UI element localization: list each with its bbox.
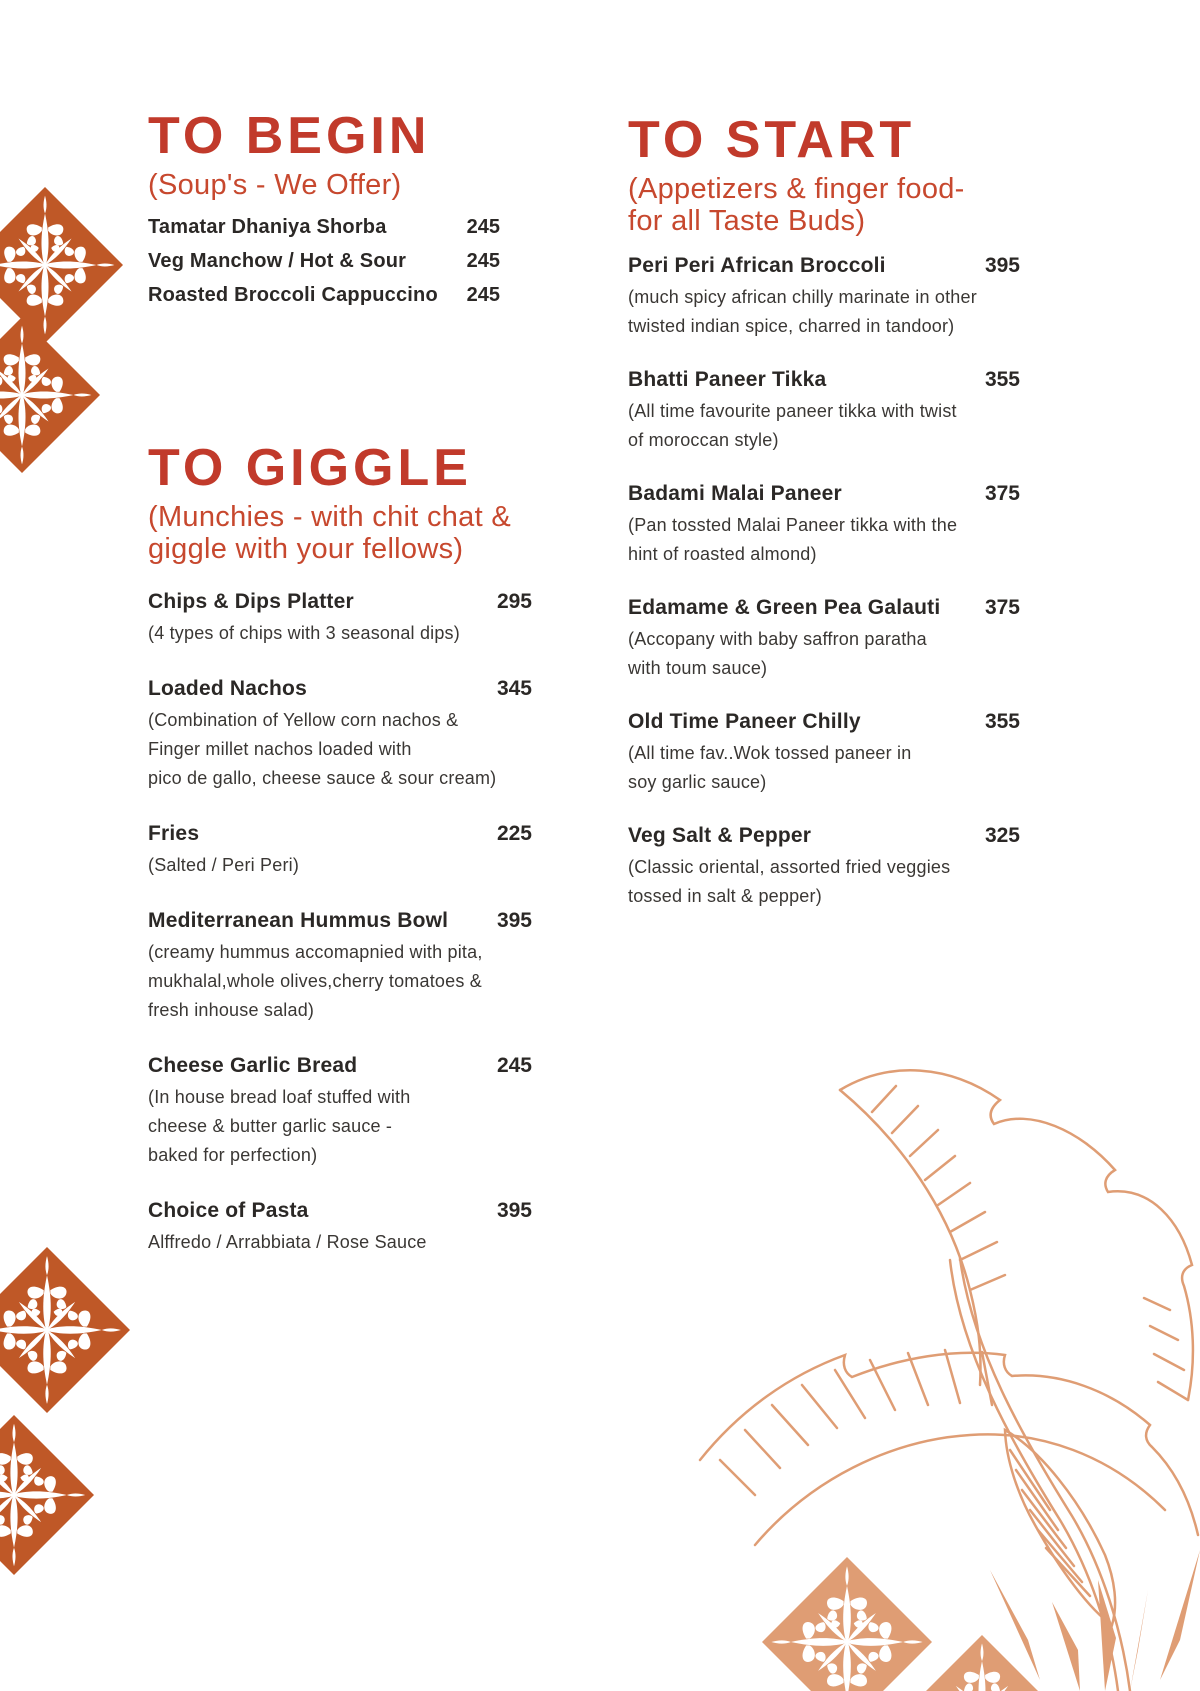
menu-item-name: Old Time Paneer Chilly <box>628 710 861 733</box>
menu-item-price: 225 <box>496 822 532 845</box>
menu-item-description-line: fresh inhouse salad) <box>148 1000 315 1020</box>
menu-item <box>628 593 1020 683</box>
menu-item-description-line: pico de gallo, cheese sauce & sour cream) <box>148 768 497 788</box>
menu-item-name: Chips & Dips Platter <box>148 590 354 613</box>
menu-item-price: 375 <box>984 482 1020 505</box>
menu-item-row <box>148 1196 532 1226</box>
section-to-begin <box>148 108 500 317</box>
menu-item <box>148 283 500 307</box>
menu-item <box>148 1196 532 1257</box>
menu-item-description-line: of moroccan style) <box>628 430 779 450</box>
menu-item-name: Badami Malai Paneer <box>628 482 842 505</box>
menu-item-row <box>628 479 1020 509</box>
menu-item-row <box>148 819 532 849</box>
section-subtitle <box>148 501 532 565</box>
menu-item-description-line: (In house bread loaf stuffed with <box>148 1087 411 1107</box>
menu-item-name: Cheese Garlic Bread <box>148 1054 358 1077</box>
menu-item-price: 355 <box>984 368 1020 391</box>
menu-item-description-line: twisted indian spice, charred in tandoor) <box>628 316 955 336</box>
menu-item-description-line: (All time favourite paneer tikka with twist <box>628 401 957 421</box>
section-subtitle-line: (Munchies - with chit chat & <box>148 501 511 533</box>
menu-item <box>628 251 1020 341</box>
menu-item-price: 245 <box>466 216 500 238</box>
section-subtitle-line: giggle with your fellows) <box>148 533 464 565</box>
menu-item-description-line: (Classic oriental, assorted fried veggies <box>628 857 951 877</box>
menu-item-price: 245 <box>496 1054 532 1077</box>
menu-item-price: 395 <box>984 254 1020 277</box>
section-subtitle-line: (Soup's - We Offer) <box>148 169 402 201</box>
menu-item-price: 245 <box>466 284 500 306</box>
section-subtitle <box>148 169 500 201</box>
menu-item-row <box>148 674 532 704</box>
menu-item-name: Bhatti Paneer Tikka <box>628 368 827 391</box>
section-subtitle-line: for all Taste Buds) <box>628 205 866 237</box>
menu-item-row <box>628 365 1020 395</box>
section-to-start <box>628 112 1020 935</box>
menu-item-description-line: with toum sauce) <box>628 658 768 678</box>
menu-item-description-line: (much spicy african chilly marinate in other <box>628 287 977 307</box>
menu-item-name: Veg Manchow / Hot & Sour <box>148 250 407 272</box>
damask-diamond-ornament <box>0 1247 130 1413</box>
menu-item-list <box>148 215 500 307</box>
menu-item-description-line: (creamy hummus accomapnied with pita, <box>148 942 483 962</box>
menu-item-description <box>628 739 1020 797</box>
section-title: TO START <box>628 111 916 169</box>
menu-item-description <box>628 511 1020 569</box>
menu-item <box>148 819 532 880</box>
section-title: TO GIGGLE <box>148 439 472 497</box>
menu-item-description <box>148 851 532 880</box>
menu-item-description-line: (Pan tossted Malai Paneer tikka with the <box>628 515 958 535</box>
menu-item-description <box>628 853 1020 911</box>
menu-item-price: 345 <box>496 677 532 700</box>
menu-item-description-line: soy garlic sauce) <box>628 772 767 792</box>
menu-item-row <box>148 906 532 936</box>
menu-item-description-line: baked for perfection) <box>148 1145 318 1165</box>
menu-item-row <box>628 707 1020 737</box>
menu-item <box>148 215 500 239</box>
menu-item-description <box>148 619 532 648</box>
menu-item-price: 245 <box>466 250 500 272</box>
menu-item-name: Loaded Nachos <box>148 677 307 700</box>
menu-item-description <box>148 938 532 1025</box>
menu-item-name: Roasted Broccoli Cappuccino <box>148 284 438 306</box>
menu-item-name: Edamame & Green Pea Galauti <box>628 596 941 619</box>
menu-item-description-line: (4 types of chips with 3 seasonal dips) <box>148 623 460 643</box>
menu-item-description-line: cheese & butter garlic sauce - <box>148 1116 393 1136</box>
menu-item-row <box>628 251 1020 281</box>
section-title: TO BEGIN <box>148 107 431 165</box>
menu-item-description <box>148 706 532 793</box>
menu-item <box>148 1051 532 1170</box>
menu-item-price: 325 <box>984 824 1020 847</box>
menu-item-row <box>148 1051 532 1081</box>
menu-item-description-line: (Combination of Yellow corn nachos & <box>148 710 459 730</box>
menu-item-description <box>628 397 1020 455</box>
menu-item-row <box>148 249 500 273</box>
menu-item-description <box>628 625 1020 683</box>
menu-item-price: 375 <box>984 596 1020 619</box>
menu-item-description <box>148 1228 532 1257</box>
section-subtitle-line: (Appetizers & finger food- <box>628 173 965 205</box>
menu-item-description-line: Alffredo / Arrabbiata / Rose Sauce <box>148 1232 427 1252</box>
menu-item-description-line: (Salted / Peri Peri) <box>148 855 300 875</box>
menu-item-description-line: hint of roasted almond) <box>628 544 817 564</box>
menu-item-description-line: Finger millet nachos loaded with <box>148 739 412 759</box>
menu-item-row <box>148 283 500 307</box>
menu-item <box>628 821 1020 911</box>
damask-diamond-ornament <box>0 317 100 473</box>
section-subtitle <box>628 173 1020 237</box>
menu-item <box>628 707 1020 797</box>
menu-item-price: 395 <box>496 1199 532 1222</box>
menu-item-list <box>628 251 1020 911</box>
menu-item-name: Choice of Pasta <box>148 1199 309 1222</box>
menu-item-price: 395 <box>496 909 532 932</box>
menu-item-row <box>148 587 532 617</box>
menu-item <box>628 365 1020 455</box>
menu-item-name: Fries <box>148 822 200 845</box>
menu-item-description-line: tossed in salt & pepper) <box>628 886 822 906</box>
menu-item-row <box>628 593 1020 623</box>
menu-item-row <box>148 215 500 239</box>
menu-item-row <box>628 821 1020 851</box>
menu-item-name: Peri Peri African Broccoli <box>628 254 886 277</box>
menu-item-description-line: (Accopany with baby saffron paratha <box>628 629 927 649</box>
menu-item-name: Mediterranean Hummus Bowl <box>148 909 449 932</box>
menu-item-description-line: mukhalal,whole olives,cherry tomatoes & <box>148 971 482 991</box>
section-to-giggle <box>148 440 532 1283</box>
menu-item-name: Tamatar Dhaniya Shorba <box>148 216 387 238</box>
banana-leaf-illustration <box>660 990 1200 1691</box>
menu-item <box>148 249 500 273</box>
menu-item <box>148 674 532 793</box>
menu-item <box>148 587 532 648</box>
menu-item-price: 355 <box>984 710 1020 733</box>
menu-item-price: 295 <box>496 590 532 613</box>
menu-item-description-line: (All time fav..Wok tossed paneer in <box>628 743 912 763</box>
menu-item-name: Veg Salt & Pepper <box>628 824 812 847</box>
damask-diamond-ornament <box>0 1415 94 1575</box>
menu-item-description <box>628 283 1020 341</box>
menu-item-description <box>148 1083 532 1170</box>
menu-item <box>628 479 1020 569</box>
menu-item-list <box>148 587 532 1257</box>
menu-item <box>148 906 532 1025</box>
